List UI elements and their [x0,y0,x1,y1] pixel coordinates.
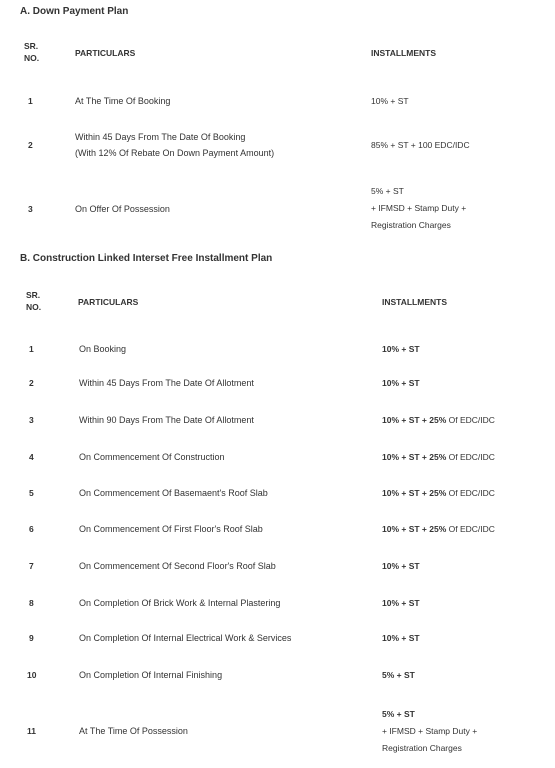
plan-a-row-3-installment-line1: 5% + ST [371,186,404,196]
plan-b-row-3-particulars: Within 90 Days From The Date Of Allotment [79,415,254,425]
plan-b-header-installments: INSTALLMENTS [382,297,448,307]
plan-b-row-9-installment-bold: 10% + ST [382,633,420,643]
plan-b-header-sr-line2: NO. [26,302,42,312]
plan-b-row-11-installment-line2: + IFMSD + Stamp Duty + [382,726,478,736]
plan-b-row-1-sr: 1 [29,344,34,354]
plan-b-row-11-particulars: At The Time Of Possession [79,726,188,736]
plan-b-row-2-installment-bold: 10% + ST [382,378,420,388]
plan-a-header-particulars: PARTICULARS [75,48,136,58]
plan-b-row-4-installment [382,451,495,463]
plan-b-row-6-installment-bold: 10% + ST + 25% [382,524,447,534]
plan-a-row-3-installment-line2: + IFMSD + Stamp Duty + [371,203,467,213]
plan-b-row-7-particulars: On Commencement Of Second Floor's Roof Slab [79,561,276,571]
plan-b-row-7-sr: 7 [29,561,34,571]
plan-b-header-sr [26,289,41,313]
plan-b-row-11-installment-line1: 5% + ST [382,709,415,719]
plan-a-row-3-installment-line3: Registration Charges [371,220,451,230]
plan-a-row-1-installment: 10% + ST [371,96,409,106]
plan-b-row-4-sr: 4 [29,452,34,462]
plan-b-row-1-installment-bold: 10% + ST [382,344,420,354]
plan-b-row-5-installment [382,487,495,499]
plan-b-row-11-installment-line3: Registration Charges [382,743,462,753]
plan-b-row-5-installment-rest: Of EDC/IDC [446,488,495,498]
plan-b-row-11-installment [382,706,477,757]
plan-b-row-8-sr: 8 [29,598,34,608]
plan-b-row-10-sr: 10 [27,670,37,680]
plan-b-row-8-installment-bold: 10% + ST [382,598,420,608]
plan-b-row-6-sr: 6 [29,524,34,534]
plan-b-row-5-installment-bold: 10% + ST + 25% [382,488,447,498]
plan-a-row-3-sr: 3 [28,204,33,214]
plan-b-row-4-installment-rest: Of EDC/IDC [446,452,495,462]
plan-b-row-9-installment [382,632,420,644]
plan-b-row-5-particulars: On Commencement Of Basemaent's Roof Slab [79,488,268,498]
plan-a-header-sr [24,40,39,64]
plan-b-row-8-installment [382,597,420,609]
plan-b-row-8-particulars: On Completion Of Brick Work & Internal Plastering [79,598,281,608]
plan-b-row-7-installment [382,560,420,572]
plan-b-row-9-particulars: On Completion Of Internal Electrical Work & Services [79,633,292,643]
plan-a-row-2-particulars-line1: Within 45 Days From The Date Of Booking [75,132,246,142]
plan-b-row-3-installment-bold: 10% + ST + 25% [382,415,447,425]
plan-a-header-sr-line2: NO. [24,53,40,63]
plan-b-row-3-installment [382,414,495,426]
plan-b-row-11-sr: 11 [27,726,36,736]
plan-a-row-2-particulars-line2: (With 12% Of Rebate On Down Payment Amount) [75,148,275,158]
plan-a-row-3-installment [371,183,466,234]
plan-a-row-1-particulars: At The Time Of Booking [75,96,171,106]
plan-a-row-1-sr: 1 [28,96,33,106]
plan-b-row-3-sr: 3 [29,415,34,425]
plan-b-header-sr-line1: SR. [26,290,41,300]
plan-a-header-sr-line1: SR. [24,41,39,51]
plan-b-row-2-particulars: Within 45 Days From The Date Of Allotment [79,378,254,388]
plan-b-row-6-installment [382,523,495,535]
plan-b-row-4-particulars: On Commencement Of Construction [79,452,225,462]
plan-b-row-9-sr: 9 [29,633,34,643]
plan-a-header-installments: INSTALLMENTS [371,48,437,58]
plan-b-row-10-installment [382,669,415,681]
plan-b-header-particulars: PARTICULARS [78,297,139,307]
plan-a-row-3-particulars: On Offer Of Possession [75,204,170,214]
plan-a-row-2-installment: 85% + ST + 100 EDC/IDC [371,140,470,150]
plan-b-row-2-installment [382,377,420,389]
plan-b-row-10-installment-bold: 5% + ST [382,670,415,680]
plan-b-row-10-particulars: On Completion Of Internal Finishing [79,670,223,680]
plan-b-row-1-installment [382,343,420,355]
plan-b-row-1-particulars: On Booking [79,344,127,354]
plan-a-row-2-sr: 2 [28,140,33,150]
plan-b-row-6-particulars: On Commencement Of First Floor's Roof Slab [79,524,263,534]
plan-b-row-3-installment-rest: Of EDC/IDC [446,415,495,425]
plan-b-row-2-sr: 2 [29,378,34,388]
plan-b-row-4-installment-bold: 10% + ST + 25% [382,452,447,462]
plan-a-title: A. Down Payment Plan [20,6,129,17]
plan-b-row-5-sr: 5 [29,488,34,498]
plan-b-row-7-installment-bold: 10% + ST [382,561,420,571]
plan-a-row-2-particulars [75,129,274,161]
plan-b-title: B. Construction Linked Interset Free Installment Plan [20,253,273,264]
plan-b-row-6-installment-rest: Of EDC/IDC [446,524,495,534]
